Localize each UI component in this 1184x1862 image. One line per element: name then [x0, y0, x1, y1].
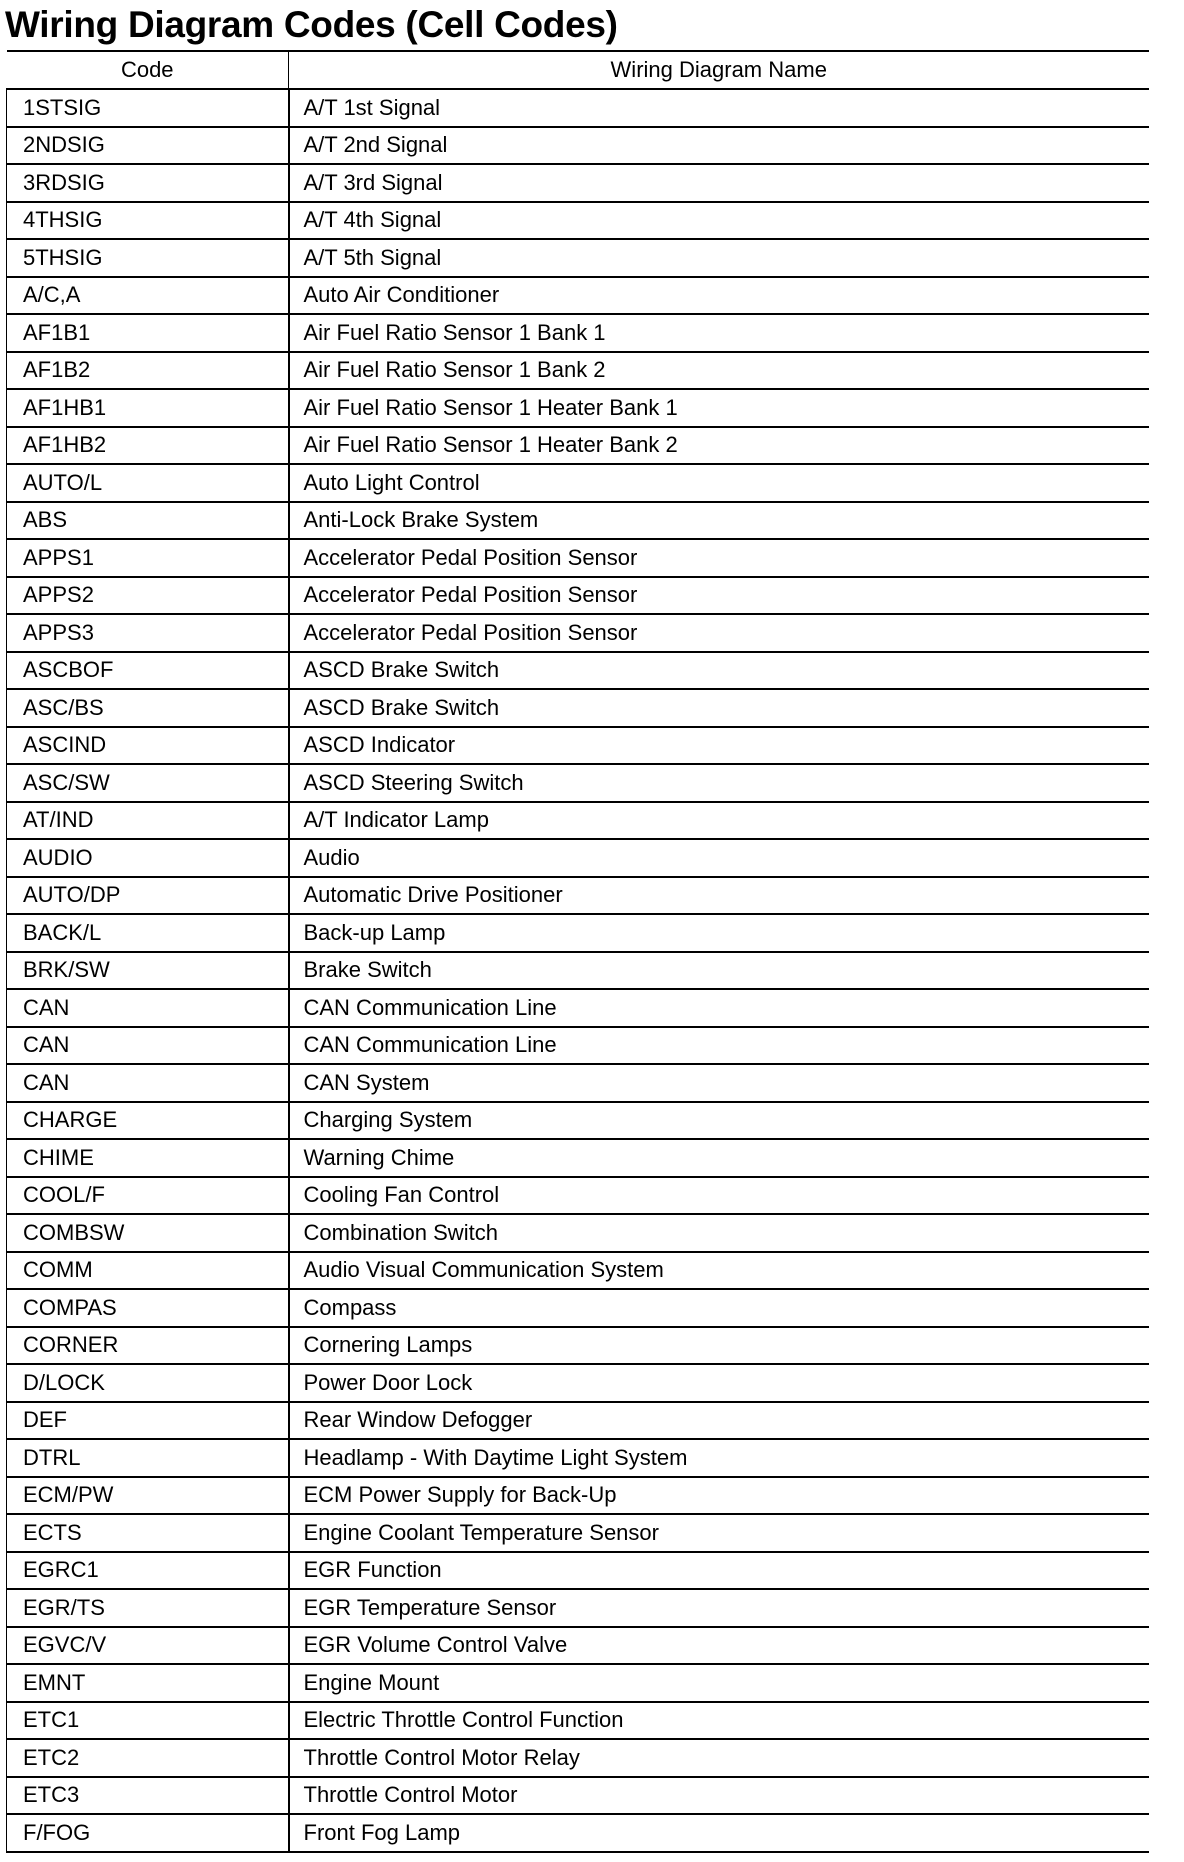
cell-wiring-diagram-name: Accelerator Pedal Position Sensor — [289, 614, 1149, 652]
cell-code: BRK/SW — [7, 952, 289, 990]
cell-wiring-diagram-name: Compass — [289, 1289, 1149, 1327]
cell-wiring-diagram-name: Cornering Lamps — [289, 1327, 1149, 1365]
cell-wiring-diagram-name: Auto Air Conditioner — [289, 277, 1149, 315]
cell-wiring-diagram-name: A/T Indicator Lamp — [289, 802, 1149, 840]
table-row — [7, 1702, 1149, 1740]
table-row — [7, 1777, 1149, 1815]
cell-wiring-diagram-name: ASCD Indicator — [289, 727, 1149, 765]
cell-code: F/FOG — [7, 1814, 289, 1852]
table-row — [7, 127, 1149, 165]
cell-code: APPS2 — [7, 577, 289, 615]
cell-code: ECM/PW — [7, 1477, 289, 1515]
cell-code: 4THSIG — [7, 202, 289, 240]
cell-wiring-diagram-name: Throttle Control Motor Relay — [289, 1739, 1149, 1777]
cell-code: 1STSIG — [7, 89, 289, 127]
cell-wiring-diagram-name: Accelerator Pedal Position Sensor — [289, 539, 1149, 577]
cell-code: ASCBOF — [7, 652, 289, 690]
table-row — [7, 1064, 1149, 1102]
cell-wiring-diagram-name: CAN System — [289, 1064, 1149, 1102]
cell-wiring-diagram-name: Audio Visual Communication System — [289, 1252, 1149, 1290]
cell-wiring-diagram-name: Warning Chime — [289, 1139, 1149, 1177]
table-header-row — [7, 51, 1149, 89]
cell-wiring-diagram-name: Rear Window Defogger — [289, 1402, 1149, 1440]
cell-wiring-diagram-name: Air Fuel Ratio Sensor 1 Heater Bank 1 — [289, 389, 1149, 427]
cell-code: BACK/L — [7, 914, 289, 952]
cell-wiring-diagram-name: Accelerator Pedal Position Sensor — [289, 577, 1149, 615]
table-row — [7, 839, 1149, 877]
cell-code: DEF — [7, 1402, 289, 1440]
cell-wiring-diagram-name: Engine Coolant Temperature Sensor — [289, 1514, 1149, 1552]
cell-code: COOL/F — [7, 1177, 289, 1215]
cell-wiring-diagram-name: Anti-Lock Brake System — [289, 502, 1149, 540]
table-row — [7, 689, 1149, 727]
cell-code: ETC1 — [7, 1702, 289, 1740]
cell-code: COMBSW — [7, 1214, 289, 1252]
cell-wiring-diagram-name: ASCD Steering Switch — [289, 764, 1149, 802]
cell-code: CAN — [7, 989, 289, 1027]
cell-code: COMM — [7, 1252, 289, 1290]
cell-wiring-diagram-name: Air Fuel Ratio Sensor 1 Bank 1 — [289, 314, 1149, 352]
cell-code: ABS — [7, 502, 289, 540]
cell-code: CAN — [7, 1027, 289, 1065]
table-row — [7, 427, 1149, 465]
table-row — [7, 952, 1149, 990]
cell-code: AT/IND — [7, 802, 289, 840]
cell-code: 5THSIG — [7, 239, 289, 277]
cell-wiring-diagram-name: ECM Power Supply for Back-Up — [289, 1477, 1149, 1515]
table-row — [7, 1514, 1149, 1552]
table-row — [7, 1552, 1149, 1590]
cell-code: ECTS — [7, 1514, 289, 1552]
table-row — [7, 1252, 1149, 1290]
cell-code: AUDIO — [7, 839, 289, 877]
cell-code: 2NDSIG — [7, 127, 289, 165]
cell-code: ASCIND — [7, 727, 289, 765]
table-row — [7, 1814, 1149, 1852]
table-row — [7, 1739, 1149, 1777]
table-row — [7, 464, 1149, 502]
table-row — [7, 1289, 1149, 1327]
table-row — [7, 614, 1149, 652]
table-row — [7, 164, 1149, 202]
table-row — [7, 1027, 1149, 1065]
cell-wiring-diagram-name: A/T 4th Signal — [289, 202, 1149, 240]
table-row — [7, 1664, 1149, 1702]
cell-code: EGRC1 — [7, 1552, 289, 1590]
cell-wiring-diagram-name: ASCD Brake Switch — [289, 689, 1149, 727]
cell-wiring-diagram-name: Combination Switch — [289, 1214, 1149, 1252]
cell-wiring-diagram-name: Throttle Control Motor — [289, 1777, 1149, 1815]
table-row — [7, 1177, 1149, 1215]
cell-code: AF1B1 — [7, 314, 289, 352]
cell-wiring-diagram-name: EGR Temperature Sensor — [289, 1589, 1149, 1627]
cell-code: CHIME — [7, 1139, 289, 1177]
cell-wiring-diagram-name: ASCD Brake Switch — [289, 652, 1149, 690]
page-title: Wiring Diagram Codes (Cell Codes) — [5, 4, 618, 45]
table-row — [7, 727, 1149, 765]
table-row — [7, 202, 1149, 240]
cell-code: DTRL — [7, 1439, 289, 1477]
cell-code: CAN — [7, 1064, 289, 1102]
cell-wiring-diagram-name: Auto Light Control — [289, 464, 1149, 502]
cell-code: APPS3 — [7, 614, 289, 652]
table-row — [7, 314, 1149, 352]
table-row — [7, 1402, 1149, 1440]
cell-wiring-diagram-name: A/T 1st Signal — [289, 89, 1149, 127]
table-row — [7, 989, 1149, 1027]
table-row — [7, 914, 1149, 952]
cell-wiring-diagram-name: Back-up Lamp — [289, 914, 1149, 952]
table-row — [7, 1364, 1149, 1402]
table-row — [7, 502, 1149, 540]
table-row — [7, 764, 1149, 802]
cell-code: AUTO/DP — [7, 877, 289, 915]
cell-wiring-diagram-name: Brake Switch — [289, 952, 1149, 990]
cell-code: AF1HB2 — [7, 427, 289, 465]
cell-code: AF1HB1 — [7, 389, 289, 427]
cell-wiring-diagram-name: CAN Communication Line — [289, 989, 1149, 1027]
table-row — [7, 877, 1149, 915]
table-row — [7, 1327, 1149, 1365]
table-row — [7, 277, 1149, 315]
cell-wiring-diagram-name: Electric Throttle Control Function — [289, 1702, 1149, 1740]
cell-wiring-diagram-name: Cooling Fan Control — [289, 1177, 1149, 1215]
cell-code: ASC/BS — [7, 689, 289, 727]
cell-code: A/C,A — [7, 277, 289, 315]
table-row — [7, 389, 1149, 427]
cell-code: AF1B2 — [7, 352, 289, 390]
cell-code: AUTO/L — [7, 464, 289, 502]
table-row — [7, 239, 1149, 277]
table-row — [7, 1139, 1149, 1177]
table-row — [7, 1439, 1149, 1477]
column-header-code: Code — [7, 51, 289, 89]
table-row — [7, 1477, 1149, 1515]
cell-code: ETC3 — [7, 1777, 289, 1815]
cell-wiring-diagram-name: Air Fuel Ratio Sensor 1 Heater Bank 2 — [289, 427, 1149, 465]
cell-wiring-diagram-name: EGR Function — [289, 1552, 1149, 1590]
cell-code: ASC/SW — [7, 764, 289, 802]
table-row — [7, 652, 1149, 690]
cell-wiring-diagram-name: CAN Communication Line — [289, 1027, 1149, 1065]
cell-wiring-diagram-name: Front Fog Lamp — [289, 1814, 1149, 1852]
table-body — [7, 89, 1149, 1852]
cell-code: 3RDSIG — [7, 164, 289, 202]
cell-wiring-diagram-name: Automatic Drive Positioner — [289, 877, 1149, 915]
table-row — [7, 1627, 1149, 1665]
cell-code: D/LOCK — [7, 1364, 289, 1402]
table-row — [7, 539, 1149, 577]
cell-code: CHARGE — [7, 1102, 289, 1140]
cell-code: EMNT — [7, 1664, 289, 1702]
cell-wiring-diagram-name: Air Fuel Ratio Sensor 1 Bank 2 — [289, 352, 1149, 390]
column-header-name: Wiring Diagram Name — [289, 51, 1149, 89]
cell-code: EGVC/V — [7, 1627, 289, 1665]
cell-wiring-diagram-name: Charging System — [289, 1102, 1149, 1140]
cell-wiring-diagram-name: Engine Mount — [289, 1664, 1149, 1702]
cell-wiring-diagram-name: Headlamp - With Daytime Light System — [289, 1439, 1149, 1477]
table-row — [7, 577, 1149, 615]
cell-code: APPS1 — [7, 539, 289, 577]
cell-wiring-diagram-name: EGR Volume Control Valve — [289, 1627, 1149, 1665]
cell-wiring-diagram-name: A/T 5th Signal — [289, 239, 1149, 277]
cell-code: COMPAS — [7, 1289, 289, 1327]
cell-code: EGR/TS — [7, 1589, 289, 1627]
cell-wiring-diagram-name: Audio — [289, 839, 1149, 877]
table-row — [7, 1102, 1149, 1140]
table-row — [7, 802, 1149, 840]
table-row — [7, 352, 1149, 390]
cell-wiring-diagram-name: A/T 2nd Signal — [289, 127, 1149, 165]
cell-wiring-diagram-name: A/T 3rd Signal — [289, 164, 1149, 202]
cell-codes-table — [6, 50, 1149, 1853]
cell-wiring-diagram-name: Power Door Lock — [289, 1364, 1149, 1402]
table-row — [7, 89, 1149, 127]
cell-code: CORNER — [7, 1327, 289, 1365]
table-row — [7, 1214, 1149, 1252]
table-row — [7, 1589, 1149, 1627]
cell-code: ETC2 — [7, 1739, 289, 1777]
